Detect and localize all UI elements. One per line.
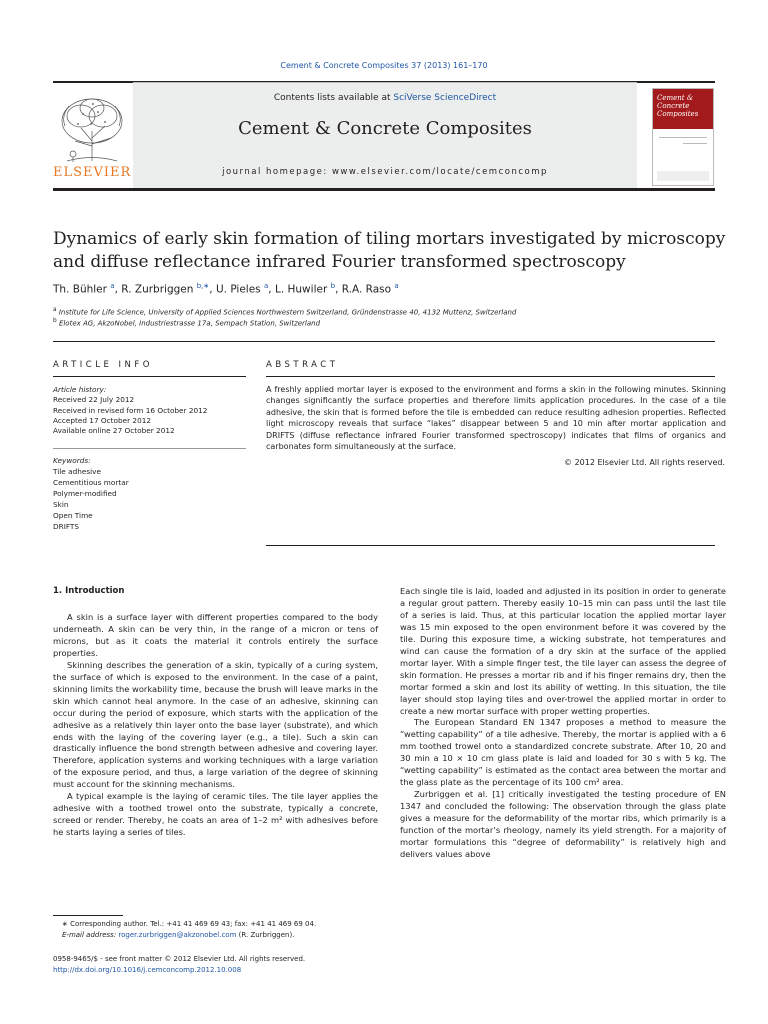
author-affiliation-marker[interactable]: a bbox=[264, 282, 269, 290]
issn-block bbox=[53, 954, 305, 975]
contents-line bbox=[133, 93, 637, 103]
affiliation-marker: a bbox=[53, 307, 57, 313]
article-info-heading: ARTICLE INFO bbox=[53, 360, 153, 370]
footnote-contact: ∗ Corresponding author. Tel.: +41 41 469 69 43; fax: +41 41 469 69 04. bbox=[62, 920, 317, 928]
issn-line: 0958-9465/$ - see front matter © 2012 Elsevier Ltd. All rights reserved. bbox=[53, 955, 306, 963]
paragraph: Zurbriggen et al. [1] critically investigated the testing procedure of EN 1347 and concluded the following: The observation through the glass plate gives a measure for the deformability of the mortar ribs, which primarily is a function of the mortar’s rheology, namely its yield strength. For a majority of mortar formulations this “degree of deformability” is relatively high and delivers values above bbox=[400, 789, 726, 859]
affiliation-text: Institute for Life Science, University of Applied Sciences Northwestern Switzerland, Gründenstrasse 40, 4132 Muttenz, Switzerland bbox=[58, 308, 517, 317]
keyword: Skin bbox=[53, 500, 69, 509]
cover-rule-short bbox=[683, 143, 707, 144]
paragraph: The European Standard EN 1347 proposes a method to measure the “wetting capability” of a tile adhesive. Thereby, the mortar is applied with a 6 mm toothed trowel onto a standardized concrete substrate. After 10, 20 and 30 min a 10 × 10 cm glass plate is laid and loaded for 30 s with 5 kg. The “wetting capability” is estimated as the contact area between the mortar and the glass plate as the percentage of its 100 cm² area. bbox=[400, 717, 726, 788]
cover-title-line-2: Concrete bbox=[657, 102, 690, 110]
paragraph: Each single tile is laid, loaded and adjusted in its position in order to generate a regular grout pattern. Thereby easily 10–15 min can pass until the last tile of a series is laid. Thus, at this particular location the applied mortar layer was 15 min exposed to the open environment before it was covered by the tile. During this exposure time, a wicking substrate, hot temperatures and wind can cause the formation of a dry skin at the surface of the applied mortar layer. With a simple finger test, the tile layer can assess the degree of skin formation. He presses a mortar rib and if his finger remains dry, then the mortar formed a skin and lost its ability of wetting. In this situation, the tile layer should stop laying tiles and over-trowel the applied mortar in order to create a new mortar surface with proper wetting properties. bbox=[400, 586, 726, 716]
journal-homepage bbox=[133, 167, 637, 177]
email-label: E-mail address: bbox=[62, 930, 119, 939]
author-affiliation-marker[interactable]: a bbox=[394, 282, 399, 290]
history-label: Article history: bbox=[53, 385, 107, 394]
body-column-left bbox=[53, 612, 378, 839]
affiliation bbox=[53, 307, 516, 316]
author-name[interactable]: U. Pieles bbox=[215, 283, 261, 296]
history-item: Accepted 17 October 2012 bbox=[53, 415, 152, 425]
keyword: Tile adhesive bbox=[53, 467, 101, 476]
contents-prefix: Contents lists available at bbox=[273, 93, 394, 103]
keyword: Cementitious mortar bbox=[53, 478, 129, 487]
homepage-prefix: journal homepage: bbox=[222, 167, 332, 177]
author-name[interactable]: R.A. Raso bbox=[341, 283, 392, 296]
header-rule-bottom bbox=[53, 188, 715, 191]
author-name[interactable]: Th. Bühler bbox=[53, 283, 107, 296]
author-affiliation-marker[interactable]: b,∗ bbox=[196, 282, 210, 290]
cover-title-line-3: Composites bbox=[657, 110, 699, 118]
affiliation-marker: b bbox=[53, 318, 57, 324]
footnote-email-line bbox=[62, 930, 392, 941]
sciencedirect-link[interactable]: SciVerse ScienceDirect bbox=[393, 93, 497, 103]
homepage-link[interactable]: www.elsevier.com/locate/cemconcomp bbox=[331, 167, 548, 177]
cover-rule bbox=[659, 137, 707, 138]
keywords-label: Keywords: bbox=[53, 456, 91, 465]
keyword: Open Time bbox=[53, 511, 93, 520]
author-list: Th. Bühler $^a$, R. Zurbriggen $^{b,∗}$, U. Pieles $^a$, L. Huwiler $^b$, R.A. Raso $^a$ bbox=[53, 282, 399, 296]
keywords bbox=[53, 455, 246, 532]
doi-link[interactable]: http://dx.doi.org/10.1016/j.cemconcomp.2012.10.008 bbox=[53, 965, 242, 974]
author-affiliation-marker[interactable]: a bbox=[110, 282, 115, 290]
author-name[interactable]: L. Huwiler bbox=[274, 283, 328, 296]
elsevier-wordmark[interactable]: ELSEVIER bbox=[53, 165, 132, 180]
paragraph: A skin is a surface layer with different properties compared to the body underneath. A skin can be very thin, in the range of a micron or tens of microns, but as it coats the material it controls entirely the surface properties. bbox=[53, 612, 378, 658]
keyword: DRIFTS bbox=[53, 522, 79, 531]
article-history bbox=[53, 385, 246, 436]
author-name[interactable]: R. Zurbriggen bbox=[121, 283, 194, 296]
keyword: Polymer-modified bbox=[53, 489, 117, 498]
divider bbox=[53, 376, 246, 377]
history-item: Available online 27 October 2012 bbox=[53, 426, 175, 436]
history-item: Received in revised form 16 October 2012 bbox=[53, 405, 208, 415]
footnote-rule bbox=[53, 915, 123, 916]
affiliation-text: Elotex AG, AkzoNobel, Industriestrasse 17a, Sempach Station, Switzerland bbox=[58, 319, 321, 328]
author-affiliation-marker[interactable]: b bbox=[330, 282, 336, 290]
body-column-right bbox=[400, 586, 726, 861]
divider bbox=[53, 341, 715, 342]
divider bbox=[266, 376, 715, 377]
journal-citation[interactable]: Cement & Concrete Composites 37 (2013) 161–170 bbox=[280, 61, 488, 70]
divider bbox=[266, 545, 715, 546]
cover-title bbox=[657, 94, 698, 118]
paragraph: A typical example is the laying of ceramic tiles. The tile layer applies the adhesive with a toothed trowel onto the substrate, typically a concrete, screed or render. Thereby, he coats an area of 1–2 m² with adhesives before he starts laying a series of tiles. bbox=[53, 791, 378, 838]
journal-name: Cement & Concrete Composites bbox=[238, 118, 532, 139]
section-heading: 1. Introduction bbox=[53, 586, 125, 596]
paragraph: Skinning describes the generation of a skin, typically of a curing system, the surface of which is exposed to the environment. In the case of a paint, skinning limits the workability time, because the brush will leave marks in the skin which cannot heal anymore. In the case of an adhesive, skinning can occur during the period of exposure, which starts with the application of the adhesive as a relatively thin layer onto the base layer (substrate), and which ends with the laying of the covering layer (e.g., a tile). Such a skin can drastically influence the bond strength between adhesive and covering layer. Therefore, application systems and working techniques with a large variation of the exposure period, and thus, a large variation of the degree of skinning must account for the skinning mechanisms. bbox=[53, 659, 378, 790]
journal-cover-thumbnail[interactable] bbox=[652, 88, 714, 186]
history-item: Received 22 July 2012 bbox=[53, 395, 135, 405]
abstract-text: A freshly applied mortar layer is exposed to the environment and forms a skin in the following minutes. Skinning changes significantly the surface properties and therefore limits application procedures. In the case of a tile adhesive, the skin that is formed before the tile is embedded can reduce resulting adhesion properties. Reflected light microscopy reveals that surface “lakes” disappear between 5 and 10 min after mortar application and DRIFTS (diffuse reflectance infrared Fourier transformed spectroscopy) indicates that films of organics and carbonates form simultaneously at the surface. bbox=[266, 385, 726, 452]
divider bbox=[53, 448, 246, 449]
article-title: Dynamics of early skin formation of tiling mortars investigated by microscopy and diffuse reflectance infrared Fourier transformed spectroscopy bbox=[53, 229, 726, 272]
email-suffix: (R. Zurbriggen). bbox=[236, 930, 295, 939]
affiliation bbox=[53, 318, 320, 327]
cover-title-line-1: Cement & bbox=[657, 94, 694, 102]
copyright-notice: © 2012 Elsevier Ltd. All rights reserved. bbox=[564, 458, 725, 467]
corresponding-author-footnote bbox=[62, 919, 392, 940]
abstract-heading: ABSTRACT bbox=[266, 360, 339, 370]
email-link[interactable]: roger.zurbriggen@akzonobel.com bbox=[118, 930, 237, 939]
cover-footer bbox=[657, 171, 709, 181]
